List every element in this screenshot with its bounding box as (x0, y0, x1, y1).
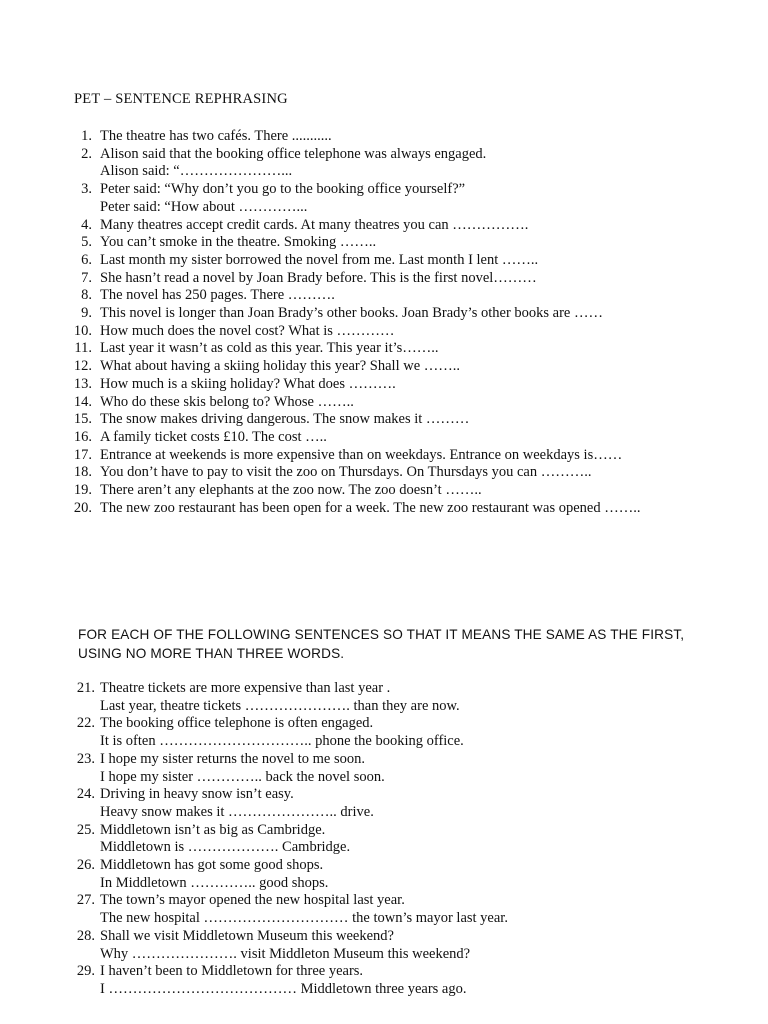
item-number: 10. (73, 322, 92, 339)
list-item (0, 323, 768, 341)
list-item (0, 411, 768, 429)
section1-list (0, 128, 768, 517)
list-item (0, 128, 768, 146)
item-sentence: Alison said that the booking office telephone was always engaged. (100, 145, 487, 162)
list-item (0, 234, 768, 252)
item-rephrase-prompt: Alison said: “…………………... (100, 163, 293, 180)
section2-list (0, 680, 768, 999)
item-rephrase-prompt: Heavy snow makes it ………………….. drive. (100, 803, 374, 820)
item-rephrase-prompt: Peter said: “How about …………... (100, 198, 308, 215)
item-number: 9. (81, 305, 92, 322)
item-number: 22. (76, 715, 95, 732)
item-sentence: Middletown isn’t as big as Cambridge. (100, 821, 326, 838)
item-number: 16. (73, 428, 92, 445)
item-number: 4. (81, 216, 92, 233)
item-rephrase-prompt: In Middletown ………….. good shops. (100, 874, 329, 891)
item-number: 17. (73, 446, 92, 463)
section2-title: FOR EACH OF THE FOLLOWING SENTENCES SO THAT IT MEANS THE SAME AS THE FIRST, USING NO MORE THAN THREE WORDS. (78, 627, 685, 661)
list-item (0, 305, 768, 323)
list-item (0, 928, 768, 963)
list-item (0, 447, 768, 465)
item-number: 26. (76, 857, 95, 874)
item-number: 20. (73, 499, 92, 516)
item-sentence: I haven’t been to Middletown for three years. (100, 963, 364, 980)
item-rephrase-prompt: Why …………………. visit Middleton Museum this weekend? (100, 945, 471, 962)
item-number: 23. (76, 750, 95, 767)
item-number: 27. (76, 892, 95, 909)
item-sentence: The town’s mayor opened the new hospital last year. (100, 892, 405, 909)
item-sentence: Who do these skis belong to? Whose …….. (100, 393, 354, 410)
item-sentence: The theatre has two cafés. There ........... (100, 128, 332, 144)
list-item (0, 786, 768, 821)
item-sentence: The new zoo restaurant has been open for a week. The new zoo restaurant was opened …….. (100, 499, 641, 516)
list-item (0, 394, 768, 412)
item-rephrase-prompt: The new hospital ………………………… the town’s mayor last year. (100, 910, 508, 927)
list-item (0, 270, 768, 288)
item-sentence: There aren’t any elephants at the zoo now. The zoo doesn’t …….. (100, 482, 482, 499)
item-sentence: Middletown has got some good shops. (100, 857, 324, 874)
list-item (0, 146, 768, 181)
item-sentence: Last year it wasn’t as cold as this year. This year it’s…….. (100, 340, 439, 357)
item-number: 18. (73, 464, 92, 481)
item-number: 11. (74, 340, 92, 357)
item-rephrase-prompt: It is often ………………………….. phone the booking office. (100, 733, 464, 750)
list-item (0, 892, 768, 927)
list-item (0, 751, 768, 786)
item-sentence: Last month my sister borrowed the novel from me. Last month I lent …….. (100, 251, 539, 268)
item-number: 5. (81, 234, 92, 251)
item-number: 7. (81, 269, 92, 286)
list-item (0, 857, 768, 892)
item-number: 13. (73, 375, 92, 392)
item-sentence: This novel is longer than Joan Brady’s other books. Joan Brady’s other books are …… (100, 305, 603, 322)
item-number: 15. (73, 411, 92, 428)
item-sentence: A family ticket costs £10. The cost ….. (100, 428, 327, 445)
list-item (0, 358, 768, 376)
list-item (0, 252, 768, 270)
item-rephrase-prompt: I hope my sister ………….. back the novel soon. (100, 768, 385, 785)
item-number: 19. (73, 482, 92, 499)
list-item (0, 217, 768, 235)
item-number: 21. (76, 680, 95, 696)
list-item (0, 340, 768, 358)
item-number: 24. (76, 786, 95, 803)
item-number: 25. (76, 821, 95, 838)
item-rephrase-prompt: I ………………………………… Middletown three years ago. (100, 980, 467, 997)
item-sentence: Shall we visit Middletown Museum this weekend? (100, 927, 394, 944)
item-sentence: What about having a skiing holiday this year? Shall we …….. (100, 358, 461, 375)
item-sentence: Driving in heavy snow isn’t easy. (100, 786, 294, 803)
item-sentence: You can’t smoke in the theatre. Smoking …….. (100, 234, 377, 251)
list-item (0, 376, 768, 394)
item-number: 3. (81, 181, 92, 198)
item-number: 1. (81, 128, 92, 144)
item-number: 14. (73, 393, 92, 410)
section1-title: PET – SENTENCE REPHRASING (74, 91, 288, 107)
item-sentence: She hasn’t read a novel by Joan Brady before. This is the first novel……… (100, 269, 537, 286)
item-sentence: Peter said: “Why don’t you go to the booking office yourself?” (100, 181, 466, 198)
item-sentence: The booking office telephone is often engaged. (100, 715, 374, 732)
item-sentence: Many theatres accept credit cards. At many theatres you can ……………. (100, 216, 529, 233)
item-sentence: I hope my sister returns the novel to me soon. (100, 750, 365, 767)
item-sentence: How much does the novel cost? What is ………… (100, 322, 395, 339)
item-sentence: The snow makes driving dangerous. The snow makes it ……… (100, 411, 470, 428)
item-sentence: Theatre tickets are more expensive than last year . (100, 680, 391, 696)
list-item (0, 429, 768, 447)
list-item (0, 464, 768, 482)
list-item (0, 500, 768, 518)
list-item (0, 680, 768, 715)
item-sentence: How much is a skiing holiday? What does ………. (100, 375, 396, 392)
item-number: 8. (81, 287, 92, 304)
item-rephrase-prompt: Middletown is ………………. Cambridge. (100, 839, 351, 856)
item-sentence: You don’t have to pay to visit the zoo on Thursdays. On Thursdays you can ……….. (100, 464, 592, 481)
list-item (0, 181, 768, 216)
item-number: 6. (81, 251, 92, 268)
item-number: 2. (81, 145, 92, 162)
item-rephrase-prompt: Last year, theatre tickets …………………. than they are now. (100, 697, 460, 714)
item-number: 12. (73, 358, 92, 375)
item-sentence: The novel has 250 pages. There ………. (100, 287, 335, 304)
list-item (0, 715, 768, 750)
item-number: 29. (76, 963, 95, 980)
list-item (0, 287, 768, 305)
item-number: 28. (76, 927, 95, 944)
list-item (0, 482, 768, 500)
item-sentence: Entrance at weekends is more expensive than on weekdays. Entrance on weekdays is…… (100, 446, 623, 463)
list-item (0, 822, 768, 857)
list-item (0, 963, 768, 998)
